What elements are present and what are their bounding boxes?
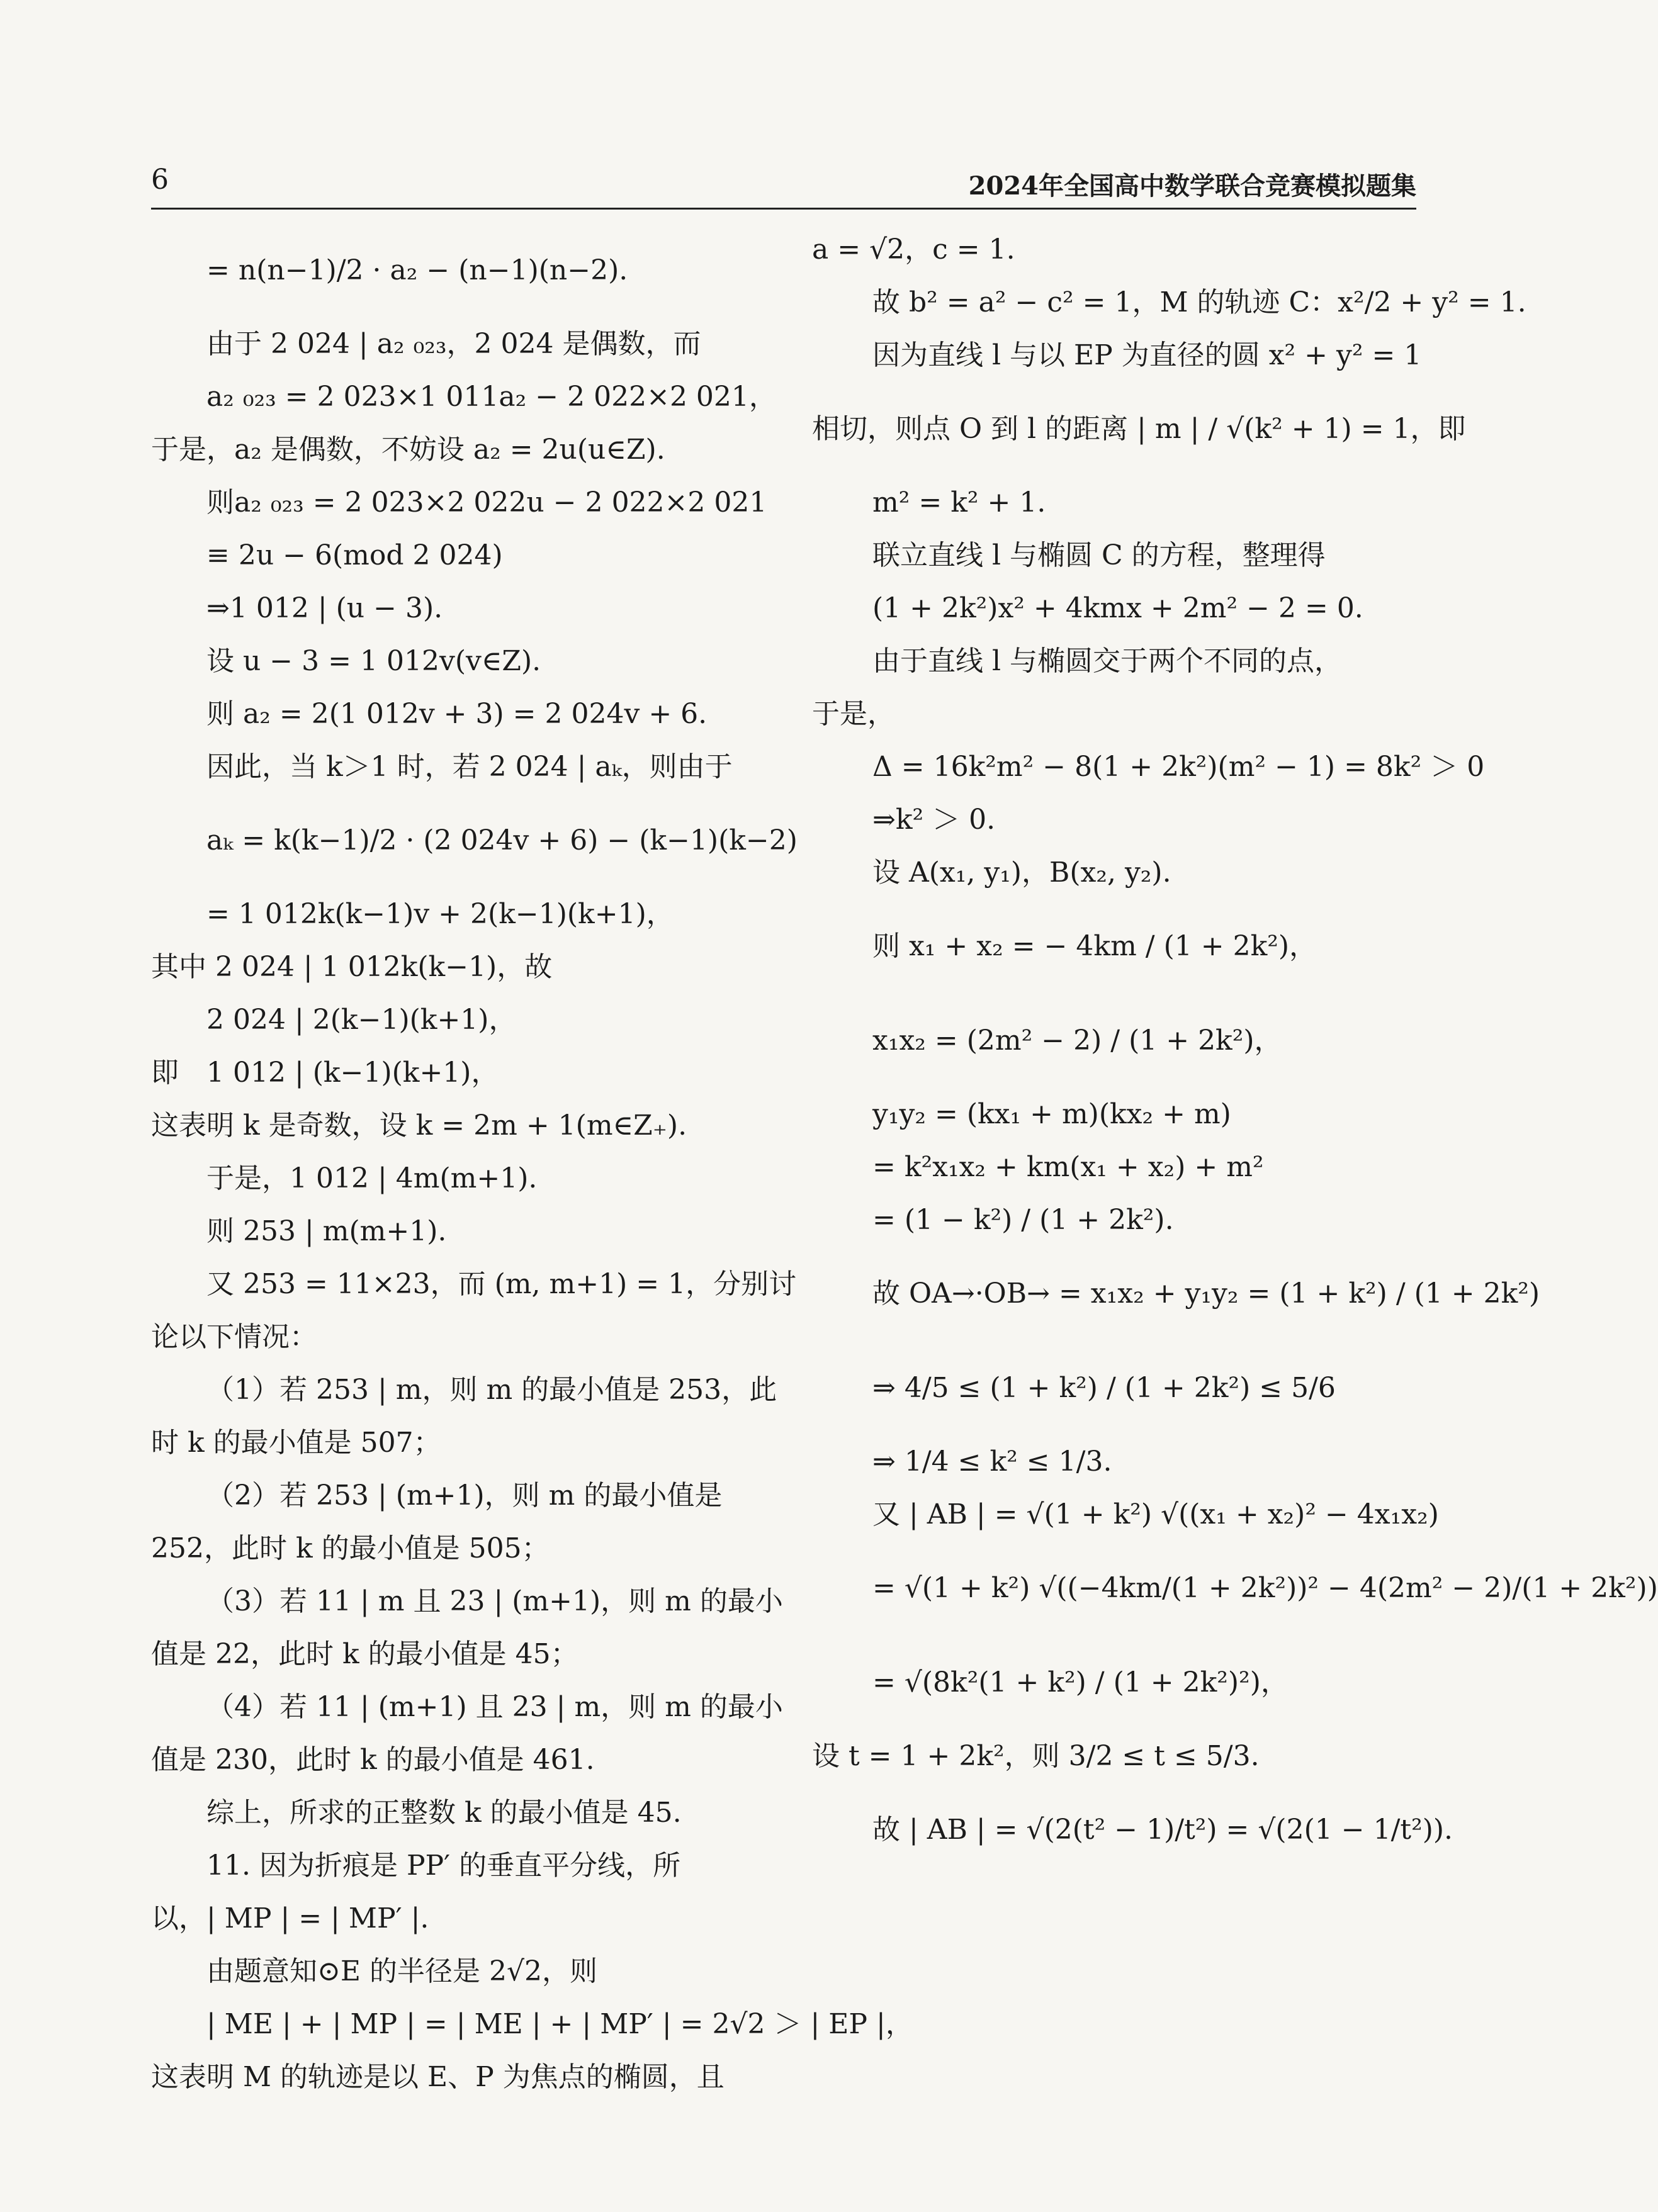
page-number: 6 <box>151 164 169 196</box>
text-line: 则 a₂ = 2(1 012v + 3) = 2 024v + 6. <box>206 698 708 730</box>
text-line: 故 b² = a² − c² = 1，M 的轨迹 C：x²/2 + y² = 1. <box>872 286 1526 318</box>
text-line: = √(1 + k²) √((−4km/(1 + 2k²))² − 4(2m² − 2)/(1 + 2k²)) <box>872 1572 1658 1604</box>
text-line: 这表明 M 的轨迹是以 E、P 为焦点的椭圆，且 <box>151 2061 725 2093</box>
text-line: 故 OA→·OB→ = x₁x₂ + y₁y₂ = (1 + k²) / (1 + 2k²) <box>872 1277 1540 1310</box>
text-line: 又 | AB | = √(1 + k²) √((x₁ + x₂)² − 4x₁x₂) <box>872 1498 1439 1530</box>
text-line: ⇒k² ＞ 0. <box>872 804 996 836</box>
text-line: a = √2，c = 1. <box>812 233 1015 266</box>
text-line: = 1 012k(k−1)v + 2(k−1)(k+1)， <box>206 898 674 930</box>
text-line: x₁x₂ = (2m² − 2) / (1 + 2k²)， <box>872 1025 1282 1057</box>
text-line: （1）若 253 | m，则 m 的最小值是 253，此 <box>206 1374 777 1406</box>
text-line: y₁y₂ = (kx₁ + m)(kx₂ + m) <box>872 1098 1231 1130</box>
text-line: 252，此时 k 的最小值是 505； <box>151 1532 550 1564</box>
text-line: 即 1 012 | (k−1)(k+1)， <box>151 1057 499 1089</box>
text-line: (1 + 2k²)x² + 4kmx + 2m² − 2 = 0. <box>872 592 1363 624</box>
page-header <box>151 157 1416 210</box>
text-line: 于是，a₂ 是偶数，不妨设 a₂ = 2u(u∈Z). <box>151 434 665 466</box>
text-line: 2 024 | 2(k−1)(k+1)， <box>206 1004 517 1036</box>
text-line: 由于直线 l 与椭圆交于两个不同的点， <box>872 645 1343 677</box>
text-line: ⇒1 012 | (u − 3). <box>206 592 443 624</box>
text-line: 值是 22，此时 k 的最小值是 45； <box>151 1638 578 1670</box>
text-line: 则a₂ ₀₂₃ = 2 023×2 022u − 2 022×2 021 <box>206 486 767 519</box>
text-line: （2）若 253 | (m+1)，则 m 的最小值是 <box>206 1479 723 1512</box>
text-line: 设 t = 1 + 2k²，则 3/2 ≤ t ≤ 5/3. <box>812 1740 1260 1772</box>
text-line: 以，| MP | = | MP′ |. <box>151 1902 429 1934</box>
text-line: 于是，1 012 | 4m(m+1). <box>206 1162 538 1194</box>
text-line: 设 u − 3 = 1 012v(v∈Z). <box>206 645 541 677</box>
text-line: Δ = 16k²m² − 8(1 + 2k²)(m² − 1) = 8k² ＞ 0 <box>872 751 1485 783</box>
text-line: 则 x₁ + x₂ = − 4km / (1 + 2k²)， <box>872 930 1317 962</box>
text-line: aₖ = k(k−1)/2 · (2 024v + 6) − (k−1)(k−2) <box>206 824 798 856</box>
text-line: 11. 因为折痕是 PP′ 的垂直平分线，所 <box>206 1850 681 1882</box>
text-line: 因为直线 l 与以 EP 为直径的圆 x² + y² = 1 <box>872 339 1422 371</box>
text-line: 相切，则点 O 到 l 的距离 | m | / √(k² + 1) = 1，即 <box>812 413 1466 445</box>
text-line: 值是 230，此时 k 的最小值是 461. <box>151 1744 595 1776</box>
text-line: 综上，所求的正整数 k 的最小值是 45. <box>206 1797 682 1829</box>
text-line: 又 253 = 11×23，而 (m, m+1) = 1，分别讨 <box>206 1268 797 1300</box>
text-line: 则 253 | m(m+1). <box>206 1215 447 1247</box>
text-line: 其中 2 024 | 1 012k(k−1)，故 <box>151 951 553 983</box>
text-line: 故 | AB | = √(2(t² − 1)/t²) = √(2(1 − 1/t²)). <box>872 1814 1453 1846</box>
text-line: 设 A(x₁, y₁)，B(x₂, y₂). <box>872 856 1171 889</box>
text-line: 这表明 k 是奇数，设 k = 2m + 1(m∈Z₊). <box>151 1109 687 1142</box>
text-line: 论以下情况： <box>151 1321 317 1353</box>
text-line: 于是， <box>812 698 895 730</box>
text-line: | ME | + | MP | = | ME | + | MP′ | = 2√2 ＞ | EP |， <box>206 2008 913 2040</box>
text-line: ≡ 2u − 6(mod 2 024) <box>206 539 503 571</box>
text-line: 由于 2 024 | a₂ ₀₂₃，2 024 是偶数，而 <box>206 328 701 360</box>
text-line: = k²x₁x₂ + km(x₁ + x₂) + m² <box>872 1151 1264 1183</box>
text-line: 因此，当 k＞1 时，若 2 024 | aₖ，则由于 <box>206 751 733 783</box>
text-line: （3）若 11 | m 且 23 | (m+1)，则 m 的最小 <box>206 1585 783 1617</box>
text-line: = (1 − k²) / (1 + 2k²). <box>872 1204 1174 1236</box>
text-line: ⇒ 4/5 ≤ (1 + k²) / (1 + 2k²) ≤ 5/6 <box>872 1372 1336 1404</box>
right-column <box>812 223 1658 1877</box>
text-line: m² = k² + 1. <box>872 486 1046 519</box>
text-line: 时 k 的最小值是 507； <box>151 1427 441 1459</box>
text-line: = √(8k²(1 + k²) / (1 + 2k²)²)， <box>872 1666 1289 1698</box>
text-line: 由题意知⊙E 的半径是 2√2，则 <box>206 1955 597 1987</box>
book-title: 2024年全国高中数学联合竞赛模拟题集 <box>968 171 1416 201</box>
text-line: ⇒ 1/4 ≤ k² ≤ 1/3. <box>872 1446 1112 1478</box>
text-line: a₂ ₀₂₃ = 2 023×1 011a₂ − 2 022×2 021， <box>206 381 777 413</box>
text-line: （4）若 11 | (m+1) 且 23 | m，则 m 的最小 <box>206 1691 783 1723</box>
text-line: = n(n−1)/2 · a₂ − (n−1)(n−2). <box>206 254 628 286</box>
left-column <box>151 223 913 2104</box>
text-line: 联立直线 l 与椭圆 C 的方程，整理得 <box>872 539 1326 571</box>
